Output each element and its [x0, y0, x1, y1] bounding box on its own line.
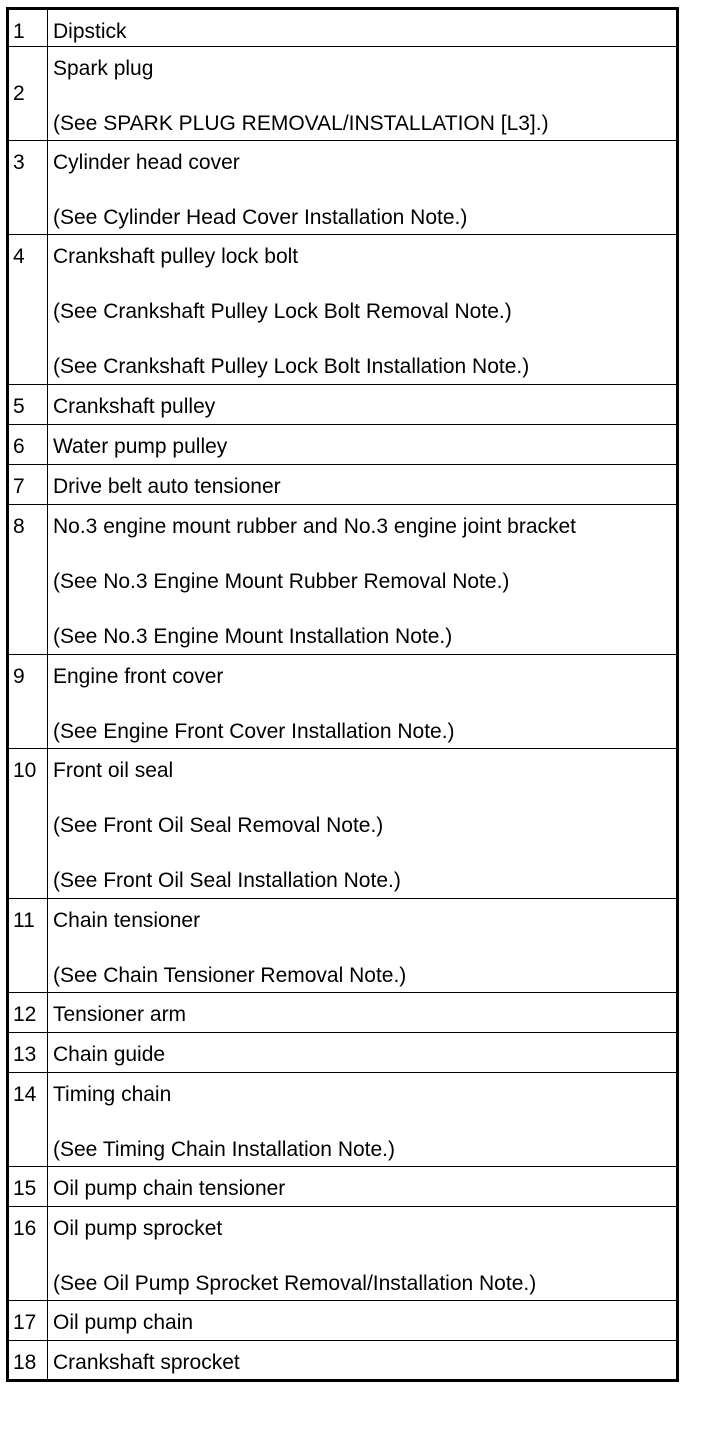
table-row	[8, 749, 678, 899]
table-row	[8, 1167, 678, 1207]
item-note: (See Cylinder Head Cover Installation Note.)	[53, 206, 468, 229]
item-number: 1	[13, 20, 25, 43]
item-number: 14	[13, 1083, 37, 1106]
parts-table	[6, 7, 679, 1382]
item-name: Crankshaft pulley lock bolt	[53, 245, 299, 268]
item-name: Crankshaft pulley	[53, 395, 216, 418]
parts-table-body	[8, 9, 678, 1381]
item-number-cell	[8, 9, 48, 47]
item-number: 12	[13, 1003, 37, 1026]
item-number-cell	[8, 1167, 48, 1207]
item-description-cell	[48, 749, 678, 899]
item-number-cell	[8, 899, 48, 993]
item-number-cell	[8, 655, 48, 749]
table-row	[8, 141, 678, 235]
item-description-cell	[48, 1207, 678, 1301]
item-description-cell	[48, 1073, 678, 1167]
item-description-cell	[48, 1341, 678, 1381]
item-note: (See Front Oil Seal Removal Note.)	[53, 814, 384, 837]
item-number: 3	[13, 151, 25, 174]
table-row	[8, 385, 678, 425]
item-number-cell	[8, 47, 48, 141]
item-number: 10	[13, 759, 37, 782]
item-name: Oil pump sprocket	[53, 1217, 223, 1240]
item-description-cell	[48, 505, 678, 655]
table-row	[8, 235, 678, 385]
item-name: Spark plug	[53, 57, 154, 80]
item-description-cell	[48, 1167, 678, 1207]
table-row	[8, 899, 678, 993]
item-description-cell	[48, 385, 678, 425]
table-row	[8, 465, 678, 505]
item-name: Tensioner arm	[53, 1003, 187, 1026]
item-note: (See No.3 Engine Mount Installation Note.)	[53, 625, 453, 648]
item-number-cell	[8, 385, 48, 425]
item-name: Oil pump chain tensioner	[53, 1177, 286, 1200]
item-number: 5	[13, 395, 25, 418]
item-name: Drive belt auto tensioner	[53, 475, 281, 498]
item-number-cell	[8, 1033, 48, 1073]
table-row	[8, 1301, 678, 1341]
table-row	[8, 47, 678, 141]
item-note: (See Engine Front Cover Installation Note.)	[53, 720, 455, 743]
item-number: 6	[13, 435, 25, 458]
item-name: Chain tensioner	[53, 909, 201, 932]
table-row	[8, 425, 678, 465]
table-row	[8, 1207, 678, 1301]
item-number: 4	[13, 245, 25, 268]
item-number: 17	[13, 1311, 37, 1334]
table-row	[8, 1341, 678, 1381]
item-name: Engine front cover	[53, 665, 224, 688]
table-row	[8, 1073, 678, 1167]
table-row	[8, 655, 678, 749]
item-number: 18	[13, 1351, 37, 1374]
item-description-cell	[48, 1033, 678, 1073]
item-description-cell	[48, 899, 678, 993]
item-name: Dipstick	[53, 20, 127, 43]
item-number-cell	[8, 1207, 48, 1301]
item-number: 13	[13, 1043, 37, 1066]
item-description-cell	[48, 425, 678, 465]
item-number: 8	[13, 515, 25, 538]
item-number: 2	[13, 82, 25, 105]
item-name: Oil pump chain	[53, 1311, 194, 1334]
table-row	[8, 1033, 678, 1073]
item-description-cell	[48, 235, 678, 385]
item-description-cell	[48, 9, 678, 47]
item-note: (See Oil Pump Sprocket Removal/Installation Note.)	[53, 1272, 537, 1295]
item-description-cell	[48, 1301, 678, 1341]
item-description-cell	[48, 141, 678, 235]
item-note: (See Crankshaft Pulley Lock Bolt Installation Note.)	[53, 355, 530, 378]
item-name: No.3 engine mount rubber and No.3 engine joint bracket	[53, 515, 577, 538]
item-number: 7	[13, 475, 25, 498]
item-note: (See Chain Tensioner Removal Note.)	[53, 964, 407, 987]
item-number-cell	[8, 505, 48, 655]
item-number-cell	[8, 141, 48, 235]
item-number: 16	[13, 1217, 37, 1240]
item-name: Front oil seal	[53, 759, 174, 782]
item-number-cell	[8, 465, 48, 505]
item-number-cell	[8, 1341, 48, 1381]
item-note: (See Timing Chain Installation Note.)	[53, 1138, 395, 1161]
item-number: 9	[13, 665, 25, 688]
item-description-cell	[48, 993, 678, 1033]
item-number-cell	[8, 749, 48, 899]
item-description-cell	[48, 465, 678, 505]
item-name: Timing chain	[53, 1083, 172, 1106]
item-name: Water pump pulley	[53, 435, 228, 458]
item-description-cell	[48, 47, 678, 141]
item-name: Crankshaft sprocket	[53, 1351, 240, 1374]
item-number-cell	[8, 235, 48, 385]
item-note: (See No.3 Engine Mount Rubber Removal Note.)	[53, 570, 510, 593]
table-row	[8, 505, 678, 655]
item-number: 15	[13, 1177, 37, 1200]
item-note: (See Crankshaft Pulley Lock Bolt Removal Note.)	[53, 300, 512, 323]
item-description-cell	[48, 655, 678, 749]
item-number-cell	[8, 1301, 48, 1341]
item-number-cell	[8, 1073, 48, 1167]
table-row	[8, 993, 678, 1033]
item-number-cell	[8, 993, 48, 1033]
item-name: Chain guide	[53, 1043, 166, 1066]
item-note: (See SPARK PLUG REMOVAL/INSTALLATION [L3].)	[53, 112, 549, 135]
item-number: 11	[13, 909, 35, 932]
item-number-cell	[8, 425, 48, 465]
item-note: (See Front Oil Seal Installation Note.)	[53, 869, 401, 892]
item-name: Cylinder head cover	[53, 151, 240, 174]
table-row	[8, 9, 678, 47]
